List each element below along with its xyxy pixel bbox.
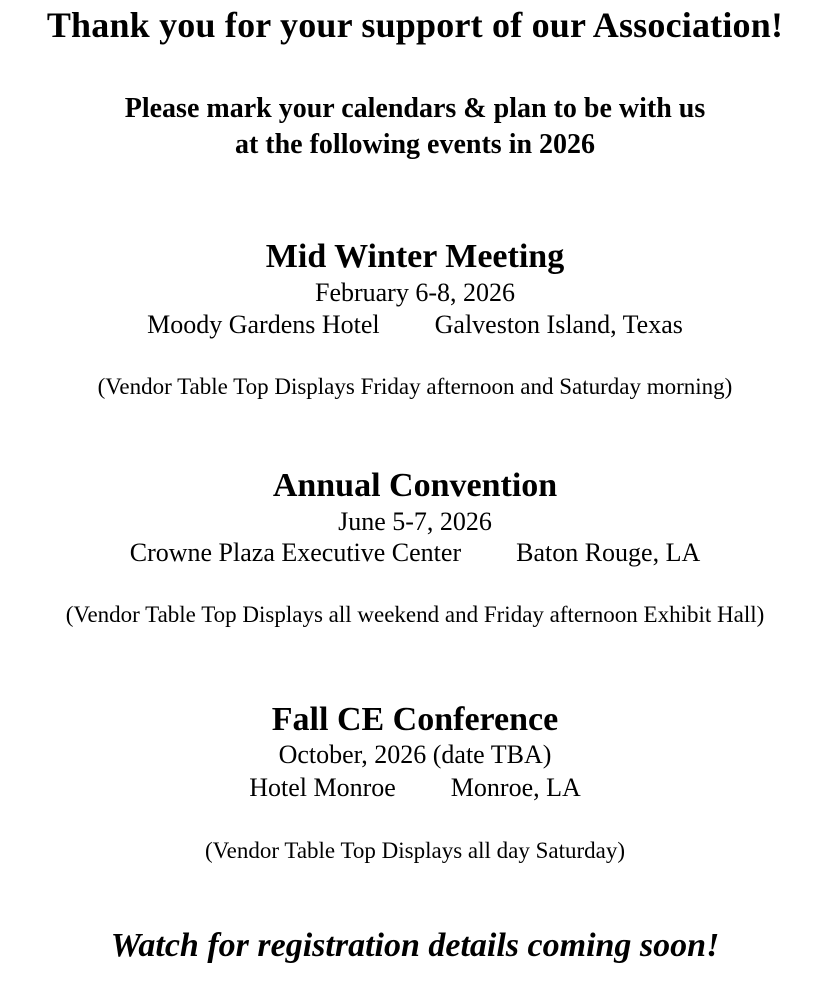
closing-message: Watch for registration details coming soon! [110,927,720,964]
event-title-annual-convention: Annual Convention [272,467,558,504]
event-note-mid-winter: (Vendor Table Top Displays Friday afternoon and Saturday morning) [97,374,733,399]
event-venue-mid-winter [0,312,830,338]
event-venue-fall-ce [0,775,830,801]
event-venue-name: Crowne Plaza Executive Center [129,538,462,567]
event-venue-name: Hotel Monroe [249,773,396,802]
event-note-fall-ce: (Vendor Table Top Displays all day Saturday) [204,838,626,863]
event-venue-annual-convention [0,540,830,566]
event-venue-location: Galveston Island, Texas [434,310,683,339]
event-title-mid-winter: Mid Winter Meeting [265,238,565,275]
event-venue-location: Baton Rouge, LA [516,538,701,567]
page-title: Thank you for your support of our Association! [46,5,784,45]
subtitle-line-1: Please mark your calendars & plan to be with us [124,93,706,124]
event-venue-location: Monroe, LA [450,773,581,802]
event-venue-name: Moody Gardens Hotel [147,310,380,339]
subtitle-line-2: at the following events in 2026 [234,129,596,160]
event-note-annual-convention: (Vendor Table Top Displays all weekend and Friday afternoon Exhibit Hall) [65,602,765,627]
event-date-annual-convention: June 5-7, 2026 [338,507,492,536]
event-date-mid-winter: February 6-8, 2026 [314,278,515,307]
event-title-fall-ce: Fall CE Conference [271,701,559,738]
event-date-fall-ce: October, 2026 (date TBA) [278,740,552,769]
